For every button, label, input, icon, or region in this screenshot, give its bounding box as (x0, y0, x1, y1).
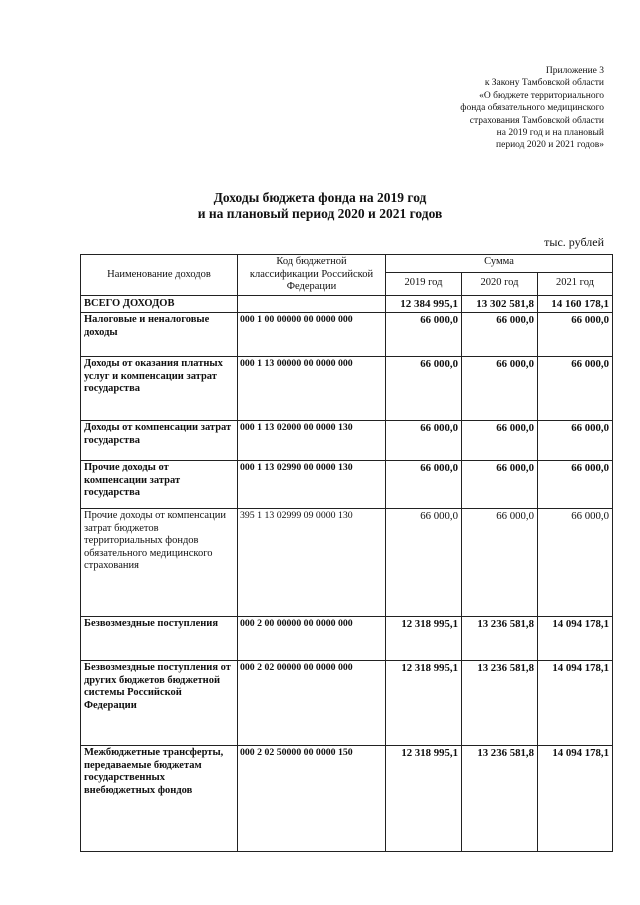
total-2020: 13 302 581,8 (462, 295, 538, 313)
header-code: Код бюджетной классификации Российской Федерации (238, 255, 386, 296)
row-2021: 66 000,0 (538, 509, 613, 617)
row-2020: 66 000,0 (462, 421, 538, 461)
title-line-1: Доходы бюджета фонда на 2019 год (213, 190, 427, 205)
header-year-2020: 2020 год (462, 273, 538, 295)
row-2020: 66 000,0 (462, 461, 538, 509)
appendix-line: на 2019 год и на плановый (496, 128, 604, 139)
appendix-line: к Закону Тамбовской области (484, 78, 604, 89)
row-name: Доходы от компенсации затрат государства (81, 421, 238, 461)
row-2021: 14 094 178,1 (538, 661, 613, 746)
row-2019: 12 318 995,1 (386, 661, 462, 746)
row-name: Прочие доходы от компенсации затрат бюджетов территориальных фондов обязательного медицинского страхования (81, 509, 238, 617)
table-row (81, 357, 613, 421)
row-2020: 66 000,0 (462, 509, 538, 617)
header-row (81, 255, 613, 273)
table-row (81, 746, 613, 852)
row-code: 000 1 13 02990 00 0000 130 (238, 461, 386, 509)
row-code: 000 2 00 00000 00 0000 000 (238, 617, 386, 661)
row-2021: 66 000,0 (538, 421, 613, 461)
row-name: Безвозмездные поступления (81, 617, 238, 661)
header-sum: Сумма (386, 255, 613, 273)
income-table (80, 254, 613, 852)
row-2020: 13 236 581,8 (462, 746, 538, 852)
row-2020: 13 236 581,8 (462, 661, 538, 746)
row-2019: 66 000,0 (386, 313, 462, 357)
row-2020: 66 000,0 (462, 357, 538, 421)
header-year-2021: 2021 год (538, 273, 613, 295)
row-2019: 12 318 995,1 (386, 746, 462, 852)
row-code: 000 2 02 00000 00 0000 000 (238, 661, 386, 746)
row-2021: 14 094 178,1 (538, 617, 613, 661)
row-2021: 66 000,0 (538, 357, 613, 421)
title-line-2: и на плановый период 2020 и 2021 годов (197, 206, 443, 221)
table-row (81, 313, 613, 357)
row-2019: 66 000,0 (386, 461, 462, 509)
total-code (238, 295, 386, 313)
row-code: 000 2 02 50000 00 0000 150 (238, 746, 386, 852)
appendix-note (384, 65, 604, 152)
row-code: 000 1 13 02000 00 0000 130 (238, 421, 386, 461)
table-row (81, 461, 613, 509)
header-name: Наименование доходов (81, 255, 238, 296)
total-2019: 12 384 995,1 (386, 295, 462, 313)
total-row (81, 295, 613, 313)
row-name: Прочие доходы от компенсации затрат государства (81, 461, 238, 509)
table-row (81, 617, 613, 661)
table-row (81, 661, 613, 746)
row-2021: 66 000,0 (538, 313, 613, 357)
row-2019: 12 318 995,1 (386, 617, 462, 661)
header-year-2019: 2019 год (386, 273, 462, 295)
row-name: Безвозмездные поступления от других бюджетов бюджетной системы Российской Федерации (81, 661, 238, 746)
appendix-line: «О бюджете территориального (479, 90, 604, 101)
total-name: ВСЕГО ДОХОДОВ (81, 295, 238, 313)
row-2020: 13 236 581,8 (462, 617, 538, 661)
row-code: 395 1 13 02999 09 0000 130 (238, 509, 386, 617)
row-code: 000 1 00 00000 00 0000 000 (238, 313, 386, 357)
appendix-line: фонда обязательного медицинского (460, 103, 604, 114)
appendix-line: Приложение 3 (545, 66, 604, 76)
row-2021: 14 094 178,1 (538, 746, 613, 852)
total-2021: 14 160 178,1 (538, 295, 613, 313)
row-name: Налоговые и неналоговые доходы (81, 313, 238, 357)
appendix-line: страхования Тамбовской области (469, 115, 604, 126)
row-2019: 66 000,0 (386, 509, 462, 617)
row-2019: 66 000,0 (386, 421, 462, 461)
row-name: Доходы от оказания платных услуг и компенсации затрат государства (81, 357, 238, 421)
row-2021: 66 000,0 (538, 461, 613, 509)
table-row (81, 421, 613, 461)
units-label: тыс. рублей (544, 235, 604, 249)
table-row (81, 509, 613, 617)
appendix-line: период 2020 и 2021 годов» (496, 140, 604, 151)
row-2020: 66 000,0 (462, 313, 538, 357)
row-2019: 66 000,0 (386, 357, 462, 421)
row-name: Межбюджетные трансферты, передаваемые бюджетам государственных внебюджетных фондов (81, 746, 238, 852)
row-code: 000 1 13 00000 00 0000 000 (238, 357, 386, 421)
document-title (0, 190, 640, 222)
